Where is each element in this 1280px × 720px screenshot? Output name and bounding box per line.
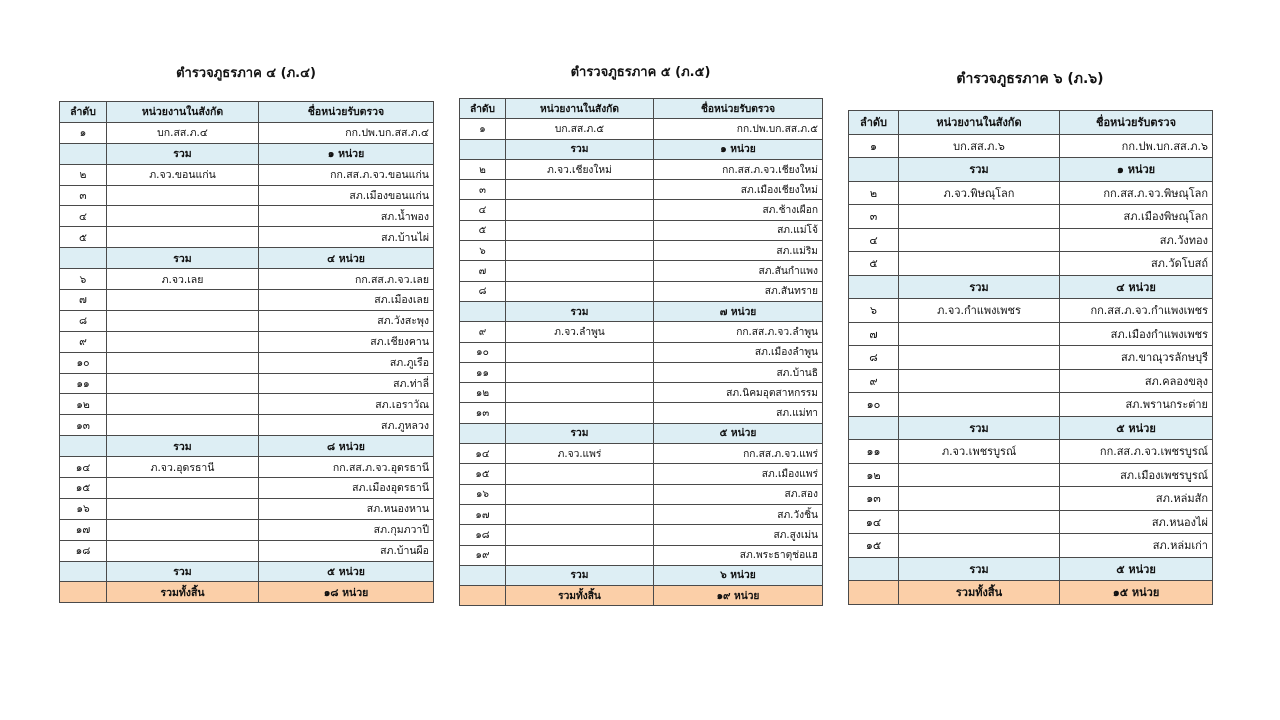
subtotal-label: รวม xyxy=(506,423,654,443)
row-name: สภ.เชียงคาน xyxy=(259,331,434,352)
row-unit xyxy=(107,206,259,227)
region-5-table xyxy=(459,98,823,606)
grand-total-value: ๑๙ หน่วย xyxy=(654,586,823,606)
table-row xyxy=(60,498,434,519)
row-name: สภ.วังชิ้น xyxy=(654,504,823,524)
row-unit xyxy=(506,241,654,261)
row-unit xyxy=(899,346,1060,370)
table-row xyxy=(460,545,823,565)
row-unit: ภ.จว.ขอนแก่น xyxy=(107,164,259,185)
row-unit xyxy=(899,393,1060,417)
subtotal-row xyxy=(460,423,823,443)
row-name: สภ.เมืองแพร่ xyxy=(654,464,823,484)
row-name: สภ.หนองหาน xyxy=(259,498,434,519)
row-number: ๑๐ xyxy=(849,393,899,417)
row-name: สภ.นิคมอุตสาหกรรม xyxy=(654,383,823,403)
empty-cell xyxy=(460,139,506,159)
subtotal-row xyxy=(849,557,1213,581)
row-unit xyxy=(506,383,654,403)
empty-cell xyxy=(60,561,107,582)
subtotal-value: ๑ หน่วย xyxy=(654,139,823,159)
table-row xyxy=(60,373,434,394)
table-row xyxy=(849,393,1213,417)
grand-total-label: รวมทั้งสิ้น xyxy=(506,586,654,606)
subtotal-value: ๕ หน่วย xyxy=(1060,416,1213,440)
row-unit: บก.สส.ภ.๔ xyxy=(107,122,259,143)
subtotal-value: ๖ หน่วย xyxy=(654,565,823,585)
row-name: สภ.เอราวัณ xyxy=(259,394,434,415)
row-name: สภ.บ้านธิ xyxy=(654,362,823,382)
table-row xyxy=(460,403,823,423)
header-no: ลำดับ xyxy=(460,99,506,119)
row-unit: ภ.จว.เลย xyxy=(107,269,259,290)
table-row xyxy=(849,228,1213,252)
row-unit xyxy=(107,478,259,499)
row-number: ๑๕ xyxy=(849,534,899,558)
row-name: สภ.หล่มเก่า xyxy=(1060,534,1213,558)
subtotal-value: ๘ หน่วย xyxy=(259,436,434,457)
row-number: ๑๙ xyxy=(460,545,506,565)
row-number: ๑๓ xyxy=(60,415,107,436)
row-unit xyxy=(506,545,654,565)
row-number: ๒ xyxy=(460,159,506,179)
row-number: ๓ xyxy=(849,205,899,229)
subtotal-label: รวม xyxy=(107,436,259,457)
subtotal-label: รวม xyxy=(107,248,259,269)
row-unit xyxy=(107,352,259,373)
table-row xyxy=(60,122,434,143)
row-unit xyxy=(107,519,259,540)
region-4-title: ตำรวจภูธรภาค ๔ (ภ.๔) xyxy=(176,66,316,81)
row-unit xyxy=(506,342,654,362)
row-unit: บก.สส.ภ.๕ xyxy=(506,119,654,139)
row-name: สภ.สันทราย xyxy=(654,281,823,301)
subtotal-label: รวม xyxy=(107,561,259,582)
row-unit: ภ.จว.ลำพูน xyxy=(506,322,654,342)
header-no: ลำดับ xyxy=(849,111,899,135)
table-header-row xyxy=(460,99,823,119)
table-row xyxy=(460,200,823,220)
row-unit xyxy=(506,220,654,240)
table-header-row xyxy=(60,102,434,123)
table-row xyxy=(849,181,1213,205)
row-unit xyxy=(506,464,654,484)
row-name: สภ.บ้านผือ xyxy=(259,540,434,561)
row-number: ๓ xyxy=(60,185,107,206)
row-unit xyxy=(506,525,654,545)
row-number: ๑๐ xyxy=(460,342,506,362)
table-row xyxy=(460,322,823,342)
subtotal-value: ๔ หน่วย xyxy=(259,248,434,269)
subtotal-row xyxy=(60,143,434,164)
row-number: ๑๓ xyxy=(460,403,506,423)
table-row xyxy=(460,504,823,524)
row-name: สภ.คลองขลุง xyxy=(1060,369,1213,393)
table-row xyxy=(849,252,1213,276)
row-name: สภ.ท่าลี่ xyxy=(259,373,434,394)
row-unit xyxy=(506,180,654,200)
table-row xyxy=(60,457,434,478)
row-unit xyxy=(506,200,654,220)
empty-cell xyxy=(60,143,107,164)
row-unit xyxy=(107,185,259,206)
row-unit xyxy=(899,369,1060,393)
subtotal-label: รวม xyxy=(899,416,1060,440)
row-name: สภ.วัดโบสถ์ xyxy=(1060,252,1213,276)
region-5-title: ตำรวจภูธรภาค ๕ (ภ.๕) xyxy=(570,65,711,80)
table-row xyxy=(460,241,823,261)
table-row xyxy=(60,185,434,206)
row-name: สภ.ช้างเผือก xyxy=(654,200,823,220)
table-row xyxy=(849,463,1213,487)
table-row xyxy=(849,346,1213,370)
row-unit xyxy=(107,540,259,561)
row-number: ๘ xyxy=(849,346,899,370)
subtotal-row xyxy=(849,416,1213,440)
subtotal-value: ๕ หน่วย xyxy=(1060,557,1213,581)
table-row xyxy=(849,369,1213,393)
empty-cell xyxy=(460,301,506,321)
table-row xyxy=(849,299,1213,323)
row-name: สภ.สอง xyxy=(654,484,823,504)
row-number: ๕ xyxy=(60,227,107,248)
empty-cell xyxy=(60,582,107,603)
row-number: ๑๔ xyxy=(460,444,506,464)
table-row xyxy=(60,331,434,352)
row-number: ๑๘ xyxy=(60,540,107,561)
row-name: สภ.บ้านไผ่ xyxy=(259,227,434,248)
header-name: ชื่อหน่วยรับตรวจ xyxy=(259,102,434,123)
table-row xyxy=(849,534,1213,558)
row-number: ๑๕ xyxy=(60,478,107,499)
row-name: สภ.แม่โจ้ xyxy=(654,220,823,240)
row-number: ๑๒ xyxy=(60,394,107,415)
row-unit xyxy=(899,510,1060,534)
subtotal-label: รวม xyxy=(506,565,654,585)
row-name: กก.สส.ภ.จว.ลำพูน xyxy=(654,322,823,342)
subtotal-row xyxy=(849,275,1213,299)
grand-total-value: ๑๘ หน่วย xyxy=(259,582,434,603)
table-row xyxy=(60,310,434,331)
table-row xyxy=(60,519,434,540)
row-name: สภ.พรานกระต่าย xyxy=(1060,393,1213,417)
header-name: ชื่อหน่วยรับตรวจ xyxy=(1060,111,1213,135)
subtotal-label: รวม xyxy=(899,557,1060,581)
row-number: ๗ xyxy=(60,290,107,311)
table-row xyxy=(60,227,434,248)
grand-total-row xyxy=(460,586,823,606)
table-row xyxy=(460,261,823,281)
header-unit: หน่วยงานในสังกัด xyxy=(899,111,1060,135)
row-unit xyxy=(107,373,259,394)
row-name: กก.สส.ภ.จว.พิษณุโลก xyxy=(1060,181,1213,205)
subtotal-value: ๑ หน่วย xyxy=(259,143,434,164)
table-row xyxy=(60,206,434,227)
row-number: ๒ xyxy=(60,164,107,185)
row-number: ๑๗ xyxy=(460,504,506,524)
row-number: ๘ xyxy=(460,281,506,301)
row-unit xyxy=(899,534,1060,558)
table-row xyxy=(60,269,434,290)
row-name: กก.สส.ภ.จว.เชียงใหม่ xyxy=(654,159,823,179)
empty-cell xyxy=(849,275,899,299)
grand-total-value: ๑๕ หน่วย xyxy=(1060,581,1213,605)
region-6-table xyxy=(848,110,1213,605)
empty-cell xyxy=(460,423,506,443)
row-name: กก.สส.ภ.จว.แพร่ xyxy=(654,444,823,464)
row-name: สภ.เมืองพิษณุโลก xyxy=(1060,205,1213,229)
row-unit xyxy=(107,415,259,436)
row-unit: ภ.จว.พิษณุโลก xyxy=(899,181,1060,205)
empty-cell xyxy=(849,416,899,440)
row-unit xyxy=(899,463,1060,487)
row-number: ๕ xyxy=(849,252,899,276)
table-row xyxy=(849,322,1213,346)
header-unit: หน่วยงานในสังกัด xyxy=(506,99,654,119)
subtotal-label: รวม xyxy=(107,143,259,164)
row-number: ๑ xyxy=(849,134,899,158)
empty-cell xyxy=(849,581,899,605)
subtotal-value: ๕ หน่วย xyxy=(654,423,823,443)
subtotal-row xyxy=(460,301,823,321)
subtotal-label: รวม xyxy=(506,139,654,159)
table-row xyxy=(460,525,823,545)
row-number: ๑ xyxy=(60,122,107,143)
row-unit xyxy=(107,394,259,415)
grand-total-label: รวมทั้งสิ้น xyxy=(899,581,1060,605)
header-no: ลำดับ xyxy=(60,102,107,123)
table-row xyxy=(60,415,434,436)
table-row xyxy=(60,540,434,561)
table-row xyxy=(460,220,823,240)
header-unit: หน่วยงานในสังกัด xyxy=(107,102,259,123)
table-row xyxy=(60,478,434,499)
subtotal-row xyxy=(849,158,1213,182)
region-4-table xyxy=(59,101,434,603)
row-number: ๘ xyxy=(60,310,107,331)
subtotal-label: รวม xyxy=(506,301,654,321)
table-row xyxy=(849,510,1213,534)
row-number: ๙ xyxy=(60,331,107,352)
row-name: สภ.หนองไผ่ xyxy=(1060,510,1213,534)
subtotal-row xyxy=(60,248,434,269)
table-row xyxy=(60,290,434,311)
table-row xyxy=(849,487,1213,511)
grand-total-label: รวมทั้งสิ้น xyxy=(107,582,259,603)
empty-cell xyxy=(60,248,107,269)
row-number: ๖ xyxy=(849,299,899,323)
row-number: ๑๐ xyxy=(60,352,107,373)
row-unit xyxy=(107,331,259,352)
row-number: ๙ xyxy=(849,369,899,393)
subtotal-value: ๑ หน่วย xyxy=(1060,158,1213,182)
row-unit xyxy=(107,310,259,331)
header-name: ชื่อหน่วยรับตรวจ xyxy=(654,99,823,119)
row-number: ๑๑ xyxy=(60,373,107,394)
row-name: สภ.น้ำพอง xyxy=(259,206,434,227)
row-number: ๕ xyxy=(460,220,506,240)
empty-cell xyxy=(460,586,506,606)
row-name: สภ.ภูหลวง xyxy=(259,415,434,436)
row-number: ๙ xyxy=(460,322,506,342)
row-number: ๑๒ xyxy=(460,383,506,403)
row-number: ๗ xyxy=(849,322,899,346)
row-number: ๑๕ xyxy=(460,464,506,484)
subtotal-row xyxy=(60,436,434,457)
empty-cell xyxy=(849,158,899,182)
row-number: ๑๔ xyxy=(60,457,107,478)
row-name: กก.สส.ภ.จว.อุดรธานี xyxy=(259,457,434,478)
row-unit xyxy=(107,290,259,311)
row-unit xyxy=(899,228,1060,252)
row-unit: ภ.จว.เพชรบูรณ์ xyxy=(899,440,1060,464)
subtotal-value: ๕ หน่วย xyxy=(259,561,434,582)
empty-cell xyxy=(60,436,107,457)
table-row xyxy=(60,394,434,415)
row-unit: บก.สส.ภ.๖ xyxy=(899,134,1060,158)
table-row xyxy=(460,444,823,464)
empty-cell xyxy=(460,565,506,585)
table-row xyxy=(460,383,823,403)
row-name: กก.ปพ.บก.สส.ภ.๖ xyxy=(1060,134,1213,158)
table-row xyxy=(60,352,434,373)
row-number: ๔ xyxy=(60,206,107,227)
row-name: สภ.วังทอง xyxy=(1060,228,1213,252)
grand-total-row xyxy=(60,582,434,603)
row-number: ๗ xyxy=(460,261,506,281)
row-unit xyxy=(506,281,654,301)
table-row xyxy=(460,119,823,139)
row-name: สภ.ภูเรือ xyxy=(259,352,434,373)
row-number: ๑๓ xyxy=(849,487,899,511)
row-name: สภ.วังสะพุง xyxy=(259,310,434,331)
table-row xyxy=(60,164,434,185)
table-row xyxy=(849,134,1213,158)
table-row xyxy=(460,484,823,504)
row-name: สภ.เมืองขอนแก่น xyxy=(259,185,434,206)
row-unit xyxy=(506,403,654,423)
row-name: กก.สส.ภ.จว.เพชรบูรณ์ xyxy=(1060,440,1213,464)
grand-total-row xyxy=(849,581,1213,605)
row-number: ๑๒ xyxy=(849,463,899,487)
table-row xyxy=(460,342,823,362)
subtotal-row xyxy=(60,561,434,582)
table-row xyxy=(460,180,823,200)
row-name: สภ.ขาณุวรลักษบุรี xyxy=(1060,346,1213,370)
row-number: ๔ xyxy=(849,228,899,252)
row-unit xyxy=(899,252,1060,276)
row-name: สภ.เมืองเชียงใหม่ xyxy=(654,180,823,200)
row-unit: ภ.จว.กำแพงเพชร xyxy=(899,299,1060,323)
subtotal-label: รวม xyxy=(899,158,1060,182)
row-name: สภ.กุมภวาปี xyxy=(259,519,434,540)
row-name: กก.สส.ภ.จว.ขอนแก่น xyxy=(259,164,434,185)
row-number: ๑ xyxy=(460,119,506,139)
row-name: สภ.สันกำแพง xyxy=(654,261,823,281)
row-number: ๑๘ xyxy=(460,525,506,545)
row-number: ๑๔ xyxy=(849,510,899,534)
row-number: ๑๗ xyxy=(60,519,107,540)
row-number: ๖ xyxy=(60,269,107,290)
row-name: สภ.แม่ทา xyxy=(654,403,823,423)
subtotal-label: รวม xyxy=(899,275,1060,299)
table-row xyxy=(460,464,823,484)
row-unit xyxy=(107,498,259,519)
subtotal-value: ๗ หน่วย xyxy=(654,301,823,321)
row-name: สภ.เมืองเลย xyxy=(259,290,434,311)
row-number: ๒ xyxy=(849,181,899,205)
row-unit: ภ.จว.แพร่ xyxy=(506,444,654,464)
subtotal-value: ๔ หน่วย xyxy=(1060,275,1213,299)
row-name: สภ.แม่ริม xyxy=(654,241,823,261)
row-name: สภ.เมืองลำพูน xyxy=(654,342,823,362)
row-unit xyxy=(899,205,1060,229)
row-number: ๓ xyxy=(460,180,506,200)
table-row xyxy=(460,159,823,179)
row-unit xyxy=(506,261,654,281)
row-name: สภ.พระธาตุช่อแฮ xyxy=(654,545,823,565)
row-number: ๔ xyxy=(460,200,506,220)
row-name: สภ.สูงเม่น xyxy=(654,525,823,545)
row-unit xyxy=(506,362,654,382)
row-name: กก.สส.ภ.จว.เลย xyxy=(259,269,434,290)
row-number: ๖ xyxy=(460,241,506,261)
row-unit xyxy=(506,484,654,504)
row-unit xyxy=(899,487,1060,511)
row-number: ๑๖ xyxy=(460,484,506,504)
row-number: ๑๑ xyxy=(460,362,506,382)
subtotal-row xyxy=(460,139,823,159)
row-name: กก.ปพ.บก.สส.ภ.๔ xyxy=(259,122,434,143)
subtotal-row xyxy=(460,565,823,585)
row-name: สภ.เมืองอุดรธานี xyxy=(259,478,434,499)
row-unit: ภ.จว.เชียงใหม่ xyxy=(506,159,654,179)
row-unit xyxy=(506,504,654,524)
table-row xyxy=(849,205,1213,229)
row-unit: ภ.จว.อุดรธานี xyxy=(107,457,259,478)
row-number: ๑๖ xyxy=(60,498,107,519)
row-name: สภ.เมืองกำแพงเพชร xyxy=(1060,322,1213,346)
empty-cell xyxy=(849,557,899,581)
table-row xyxy=(460,362,823,382)
row-name: กก.สส.ภ.จว.กำแพงเพชร xyxy=(1060,299,1213,323)
table-header-row xyxy=(849,111,1213,135)
row-name: สภ.เมืองเพชรบูรณ์ xyxy=(1060,463,1213,487)
table-row xyxy=(849,440,1213,464)
row-unit xyxy=(899,322,1060,346)
row-name: สภ.หล่มสัก xyxy=(1060,487,1213,511)
row-number: ๑๑ xyxy=(849,440,899,464)
region-6-title: ตำรวจภูธรภาค ๖ (ภ.๖) xyxy=(956,71,1104,87)
table-row xyxy=(460,281,823,301)
row-unit xyxy=(107,227,259,248)
row-name: กก.ปพ.บก.สส.ภ.๕ xyxy=(654,119,823,139)
